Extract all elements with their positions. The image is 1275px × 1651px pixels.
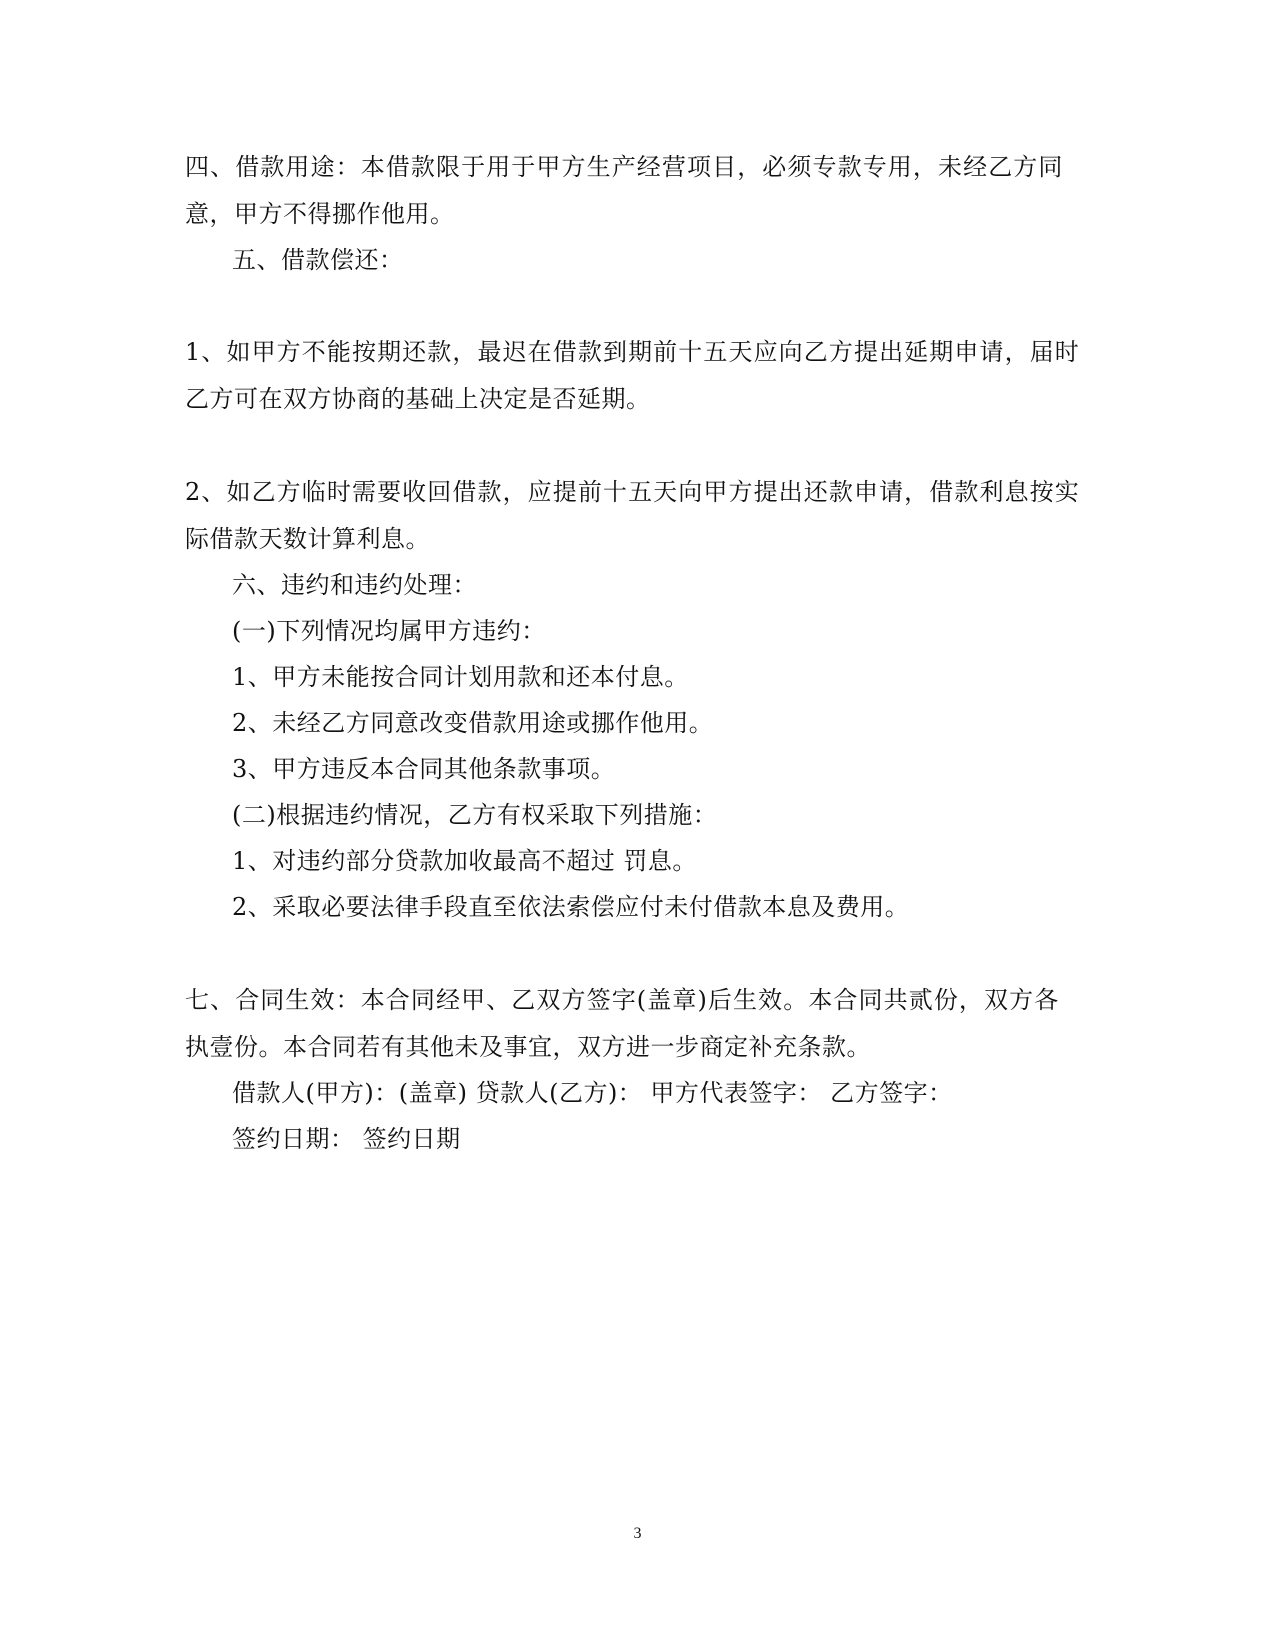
- signature-line: 借款人(甲方)：(盖章) 贷款人(乙方)： 甲方代表签字： 乙方签字：: [232, 1079, 953, 1107]
- clause-5-item-1-line-1: 1、如甲方不能按期还款，最迟在借款到期前十五天应向乙方提出延期申请，届时: [185, 338, 1080, 366]
- signing-date-line: 签约日期： 签约日期: [232, 1125, 461, 1153]
- clause-6-item-1: 1、甲方未能按合同计划用款和还本付息。: [232, 663, 689, 691]
- clause-6-heading: 六、违约和违约处理：: [232, 571, 477, 599]
- clause-6-subheading-1: (一)下列情况均属甲方违约：: [232, 617, 546, 645]
- clause-7-line-1: 七、合同生效：本合同经甲、乙双方签字(盖章)后生效。本合同共贰份，双方各: [185, 986, 1060, 1014]
- clause-6-item-3: 3、甲方违反本合同其他条款事项。: [232, 755, 616, 783]
- page-number: 3: [633, 1525, 642, 1542]
- clause-5-item-2-line-2: 际借款天数计算利息。: [185, 525, 430, 553]
- clause-6-measure-2: 2、采取必要法律手段直至依法索偿应付未付借款本息及费用。: [232, 893, 910, 921]
- clause-6-subheading-2: (二)根据违约情况，乙方有权采取下列措施：: [232, 801, 718, 829]
- clause-6-measure-1: 1、对违约部分贷款加收最高不超过 罚息。: [232, 847, 697, 875]
- clause-6-item-2: 2、未经乙方同意改变借款用途或挪作他用。: [232, 709, 714, 737]
- clause-4-line-2: 意，甲方不得挪作他用。: [185, 200, 455, 228]
- clause-5-item-1-line-2: 乙方可在双方协商的基础上决定是否延期。: [185, 385, 651, 413]
- clause-5-heading: 五、借款偿还：: [232, 246, 404, 274]
- clause-5-item-2-line-1: 2、如乙方临时需要收回借款，应提前十五天向甲方提出还款申请，借款利息按实: [185, 478, 1080, 506]
- clause-7-line-2: 执壹份。本合同若有其他未及事宜，双方进一步商定补充条款。: [185, 1033, 871, 1061]
- clause-4-line-1: 四、借款用途：本借款限于用于甲方生产经营项目，必须专款专用，未经乙方同: [185, 153, 1064, 181]
